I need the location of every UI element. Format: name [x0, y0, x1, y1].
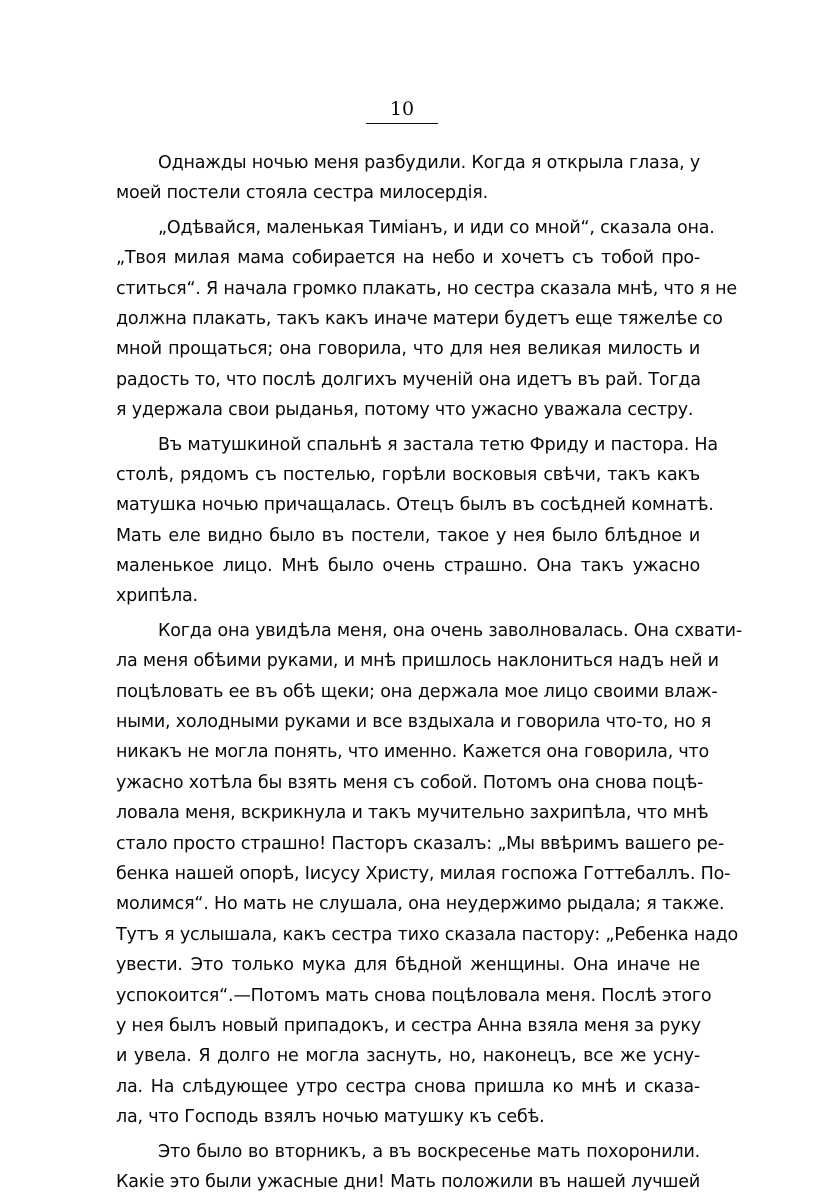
- text-line: ловала меня, вскрикнула и такъ мучительно захрипѣла, что мнѣ: [116, 798, 700, 828]
- text-line: Мать еле видно было въ постели, такое у нея было блѣдное и: [116, 521, 700, 551]
- text-line: моей постели стояла сестра милосердія.: [116, 178, 700, 208]
- text-line: маленькое лицо. Мнѣ было очень страшно. Она такъ ужасно: [116, 551, 700, 581]
- text-line: успокоится“.—Потомъ мать снова поцѣловала меня. Послѣ этого: [116, 981, 700, 1011]
- text-line: стало просто страшно! Пасторъ сказалъ: „Мы ввѣримъ вашего ре-: [116, 829, 700, 859]
- text-line: должна плакать, такъ какъ иначе матери будетъ еще тяжелѣе со: [116, 304, 700, 334]
- paragraph-1: [116, 148, 700, 209]
- text-line: я удержала свои рыданья, потому что ужасно уважала сестру.: [116, 395, 700, 425]
- paragraph-4: [116, 616, 700, 1133]
- text-line: молимся“. Но мать не слушала, она неудержимо рыдала; я также.: [116, 889, 700, 919]
- text-line: мной прощаться; она говорила, что для нея великая милость и: [116, 334, 700, 364]
- text-line: Какіе это были ужасные дни! Мать положили въ нашей лучшей: [116, 1167, 700, 1197]
- text-line: Однажды ночью меня разбудили. Когда я открыла глаза, у: [116, 148, 700, 178]
- text-line: Когда она увидѣла меня, она очень заволновалась. Она схвати-: [116, 616, 700, 646]
- paragraph-2: [116, 213, 700, 426]
- text-line: у нея былъ новый припадокъ, и сестра Анна взяла меня за руку: [116, 1011, 700, 1041]
- text-line: Въ матушкиной спальнѣ я застала тетю Фриду и пастора. На: [116, 430, 700, 460]
- text-line: ститься“. Я начала громко плакать, но сестра сказала мнѣ, что я не: [116, 274, 700, 304]
- body-text: [116, 148, 700, 1197]
- text-line: ла, что Господь взялъ ночью матушку къ себѣ.: [116, 1102, 700, 1132]
- page-number: 10: [366, 97, 438, 124]
- text-line: ными, холодными руками и все вздыхала и говорила что-то, но я: [116, 707, 700, 737]
- text-line: столѣ, рядомъ съ постелью, горѣли восковыя свѣчи, такъ какъ: [116, 460, 700, 490]
- text-line: хрипѣла.: [116, 581, 700, 611]
- text-line: „Твоя милая мама собирается на небо и хочетъ съ тобой про-: [116, 243, 700, 273]
- text-line: Это было во вторникъ, а въ воскресенье мать похоронили.: [116, 1137, 700, 1167]
- text-line: матушка ночью причащалась. Отецъ былъ въ сосѣдней комнатѣ.: [116, 490, 700, 520]
- text-line: поцѣловать ее въ обѣ щеки; она держала мое лицо своими влаж-: [116, 677, 700, 707]
- text-line: радость то, что послѣ долгихъ мученій она идетъ въ рай. Тогда: [116, 365, 700, 395]
- text-line: Тутъ я услышала, какъ сестра тихо сказала пастору: „Ребенка надо: [116, 920, 700, 950]
- text-line: ла. На слѣдующее утро сестра снова пришла ко мнѣ и сказа-: [116, 1072, 700, 1102]
- text-line: никакъ не могла понять, что именно. Кажется она говорила, что: [116, 737, 700, 767]
- text-line: ла меня обѣими руками, и мнѣ пришлось наклониться надъ ней и: [116, 646, 700, 676]
- text-line: увести. Это только мука для бѣдной женщины. Она иначе не: [116, 950, 700, 980]
- paragraph-5: [116, 1137, 700, 1197]
- paragraph-3: [116, 430, 700, 612]
- text-line: бенка нашей опорѣ, Іисусу Христу, милая госпожа Готтебаллъ. По-: [116, 859, 700, 889]
- text-line: и увела. Я долго не могла заснуть, но, наконецъ, все же усну-: [116, 1041, 700, 1071]
- text-line: ужасно хотѣла бы взять меня съ собой. Потомъ она снова поцѣ-: [116, 768, 700, 798]
- text-line: „Одѣвайся, маленькая Тиміанъ, и иди со мной“, сказала она.: [116, 213, 700, 243]
